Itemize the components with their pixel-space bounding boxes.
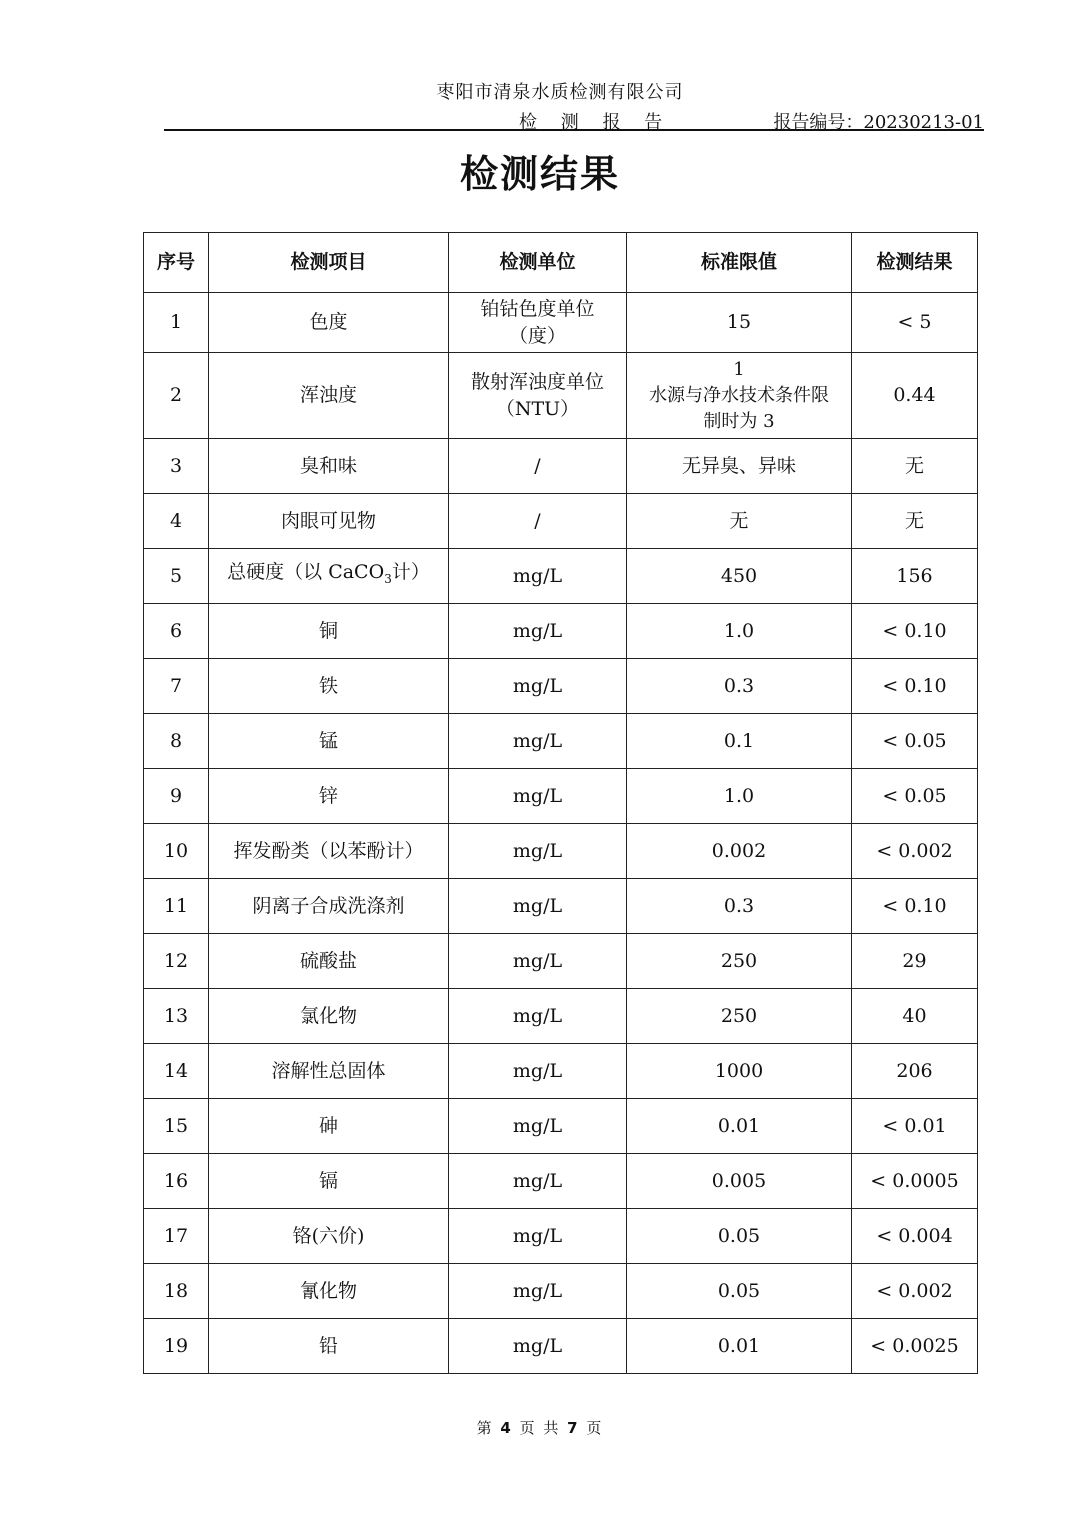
report-title: 检 测 报 告: [519, 112, 672, 133]
cell-unit: mg/L: [449, 1154, 627, 1209]
cell-limit: [627, 353, 852, 439]
cell-limit: 0.3: [627, 879, 852, 934]
cell-unit: mg/L: [449, 989, 627, 1044]
table-row: [144, 1044, 978, 1099]
cell-unit: /: [449, 494, 627, 549]
cell-limit: 0.05: [627, 1209, 852, 1264]
cell-result: < 0.0005: [852, 1154, 978, 1209]
cell-no: 11: [144, 879, 209, 934]
cell-item: 浑浊度: [209, 353, 449, 439]
table-row: [144, 549, 978, 604]
cell-item: [209, 549, 449, 604]
cell-no: 6: [144, 604, 209, 659]
cell-item: 镉: [209, 1154, 449, 1209]
cell-no: 3: [144, 439, 209, 494]
table-row: [144, 353, 978, 439]
cell-unit: mg/L: [449, 1044, 627, 1099]
results-table: [143, 232, 978, 1374]
cell-no: 10: [144, 824, 209, 879]
cell-item: 砷: [209, 1099, 449, 1154]
cell-no: 2: [144, 353, 209, 439]
cell-result: 无: [852, 494, 978, 549]
cell-limit: 0.3: [627, 659, 852, 714]
cell-limit: 0.01: [627, 1099, 852, 1154]
table-row: [144, 879, 978, 934]
cell-limit: 0.002: [627, 824, 852, 879]
cell-item: 肉眼可见物: [209, 494, 449, 549]
cell-item: 铬(六价): [209, 1209, 449, 1264]
cell-limit: 450: [627, 549, 852, 604]
company-name: 枣阳市清泉水质检测有限公司: [436, 82, 684, 103]
cell-limit: 无异臭、异味: [627, 439, 852, 494]
cell-unit: mg/L: [449, 769, 627, 824]
cell-item: 铅: [209, 1319, 449, 1374]
cell-item: 色度: [209, 293, 449, 353]
cell-result: < 0.05: [852, 714, 978, 769]
cell-no: 16: [144, 1154, 209, 1209]
cell-result: < 0.0025: [852, 1319, 978, 1374]
cell-item-subscript: 3: [384, 571, 392, 586]
cell-limit: 250: [627, 934, 852, 989]
cell-item-suffix: 计）: [391, 561, 430, 584]
cell-no: 12: [144, 934, 209, 989]
cell-result: < 0.002: [852, 824, 978, 879]
cell-item: 溶解性总固体: [209, 1044, 449, 1099]
cell-unit: mg/L: [449, 714, 627, 769]
cell-no: 19: [144, 1319, 209, 1374]
cell-no: 13: [144, 989, 209, 1044]
cell-result: < 0.10: [852, 659, 978, 714]
cell-result: < 0.004: [852, 1209, 978, 1264]
cell-result: 206: [852, 1044, 978, 1099]
cell-no: 4: [144, 494, 209, 549]
cell-limit: 无: [627, 494, 852, 549]
header-rule: [164, 129, 984, 131]
cell-no: 7: [144, 659, 209, 714]
cell-unit-line: （度）: [508, 324, 566, 347]
table-row: [144, 989, 978, 1044]
cell-unit: [449, 293, 627, 353]
cell-limit: 1000: [627, 1044, 852, 1099]
cell-limit: 15: [627, 293, 852, 353]
cell-result: < 0.002: [852, 1264, 978, 1319]
cell-item: 铁: [209, 659, 449, 714]
col-header-result: 检测结果: [852, 233, 978, 293]
cell-result: 0.44: [852, 353, 978, 439]
cell-no: 5: [144, 549, 209, 604]
cell-limit: 1.0: [627, 604, 852, 659]
cell-unit: mg/L: [449, 1264, 627, 1319]
cell-result: 40: [852, 989, 978, 1044]
page-footer: [0, 1417, 1080, 1438]
cell-unit-line: 散射浑浊度单位: [470, 370, 604, 393]
page-title: 检测结果: [459, 152, 620, 196]
cell-unit: [449, 353, 627, 439]
cell-limit: 250: [627, 989, 852, 1044]
cell-item: 挥发酚类（以苯酚计）: [209, 824, 449, 879]
cell-limit: 0.05: [627, 1264, 852, 1319]
cell-unit: mg/L: [449, 934, 627, 989]
table-row: [144, 824, 978, 879]
table-row: [144, 494, 978, 549]
table-row: [144, 659, 978, 714]
table-row: [144, 934, 978, 989]
cell-item: 阴离子合成洗涤剂: [209, 879, 449, 934]
cell-no: 15: [144, 1099, 209, 1154]
report-number-label: 报告编号：: [773, 112, 864, 133]
cell-item: 臭和味: [209, 439, 449, 494]
col-header-no: 序号: [144, 233, 209, 293]
cell-unit: mg/L: [449, 659, 627, 714]
table-row: [144, 769, 978, 824]
footer-total-pages: 7: [567, 1419, 580, 1437]
cell-result: < 0.10: [852, 879, 978, 934]
table-row: [144, 439, 978, 494]
col-header-item: 检测项目: [209, 233, 449, 293]
cell-result: < 0.05: [852, 769, 978, 824]
footer-middle: 页 共: [519, 1419, 561, 1437]
table-row: [144, 1099, 978, 1154]
cell-unit: mg/L: [449, 1099, 627, 1154]
cell-unit: mg/L: [449, 604, 627, 659]
cell-unit-line: 铂钴色度单位: [480, 297, 595, 320]
col-header-unit: 检测单位: [449, 233, 627, 293]
cell-item: 氯化物: [209, 989, 449, 1044]
table-row: [144, 293, 978, 353]
table-row: [144, 714, 978, 769]
cell-no: 14: [144, 1044, 209, 1099]
report-subheader: [164, 108, 984, 133]
cell-result: < 0.10: [852, 604, 978, 659]
cell-unit: mg/L: [449, 824, 627, 879]
cell-limit-line: 水源与净水技术条件限: [649, 384, 829, 406]
cell-item: 铜: [209, 604, 449, 659]
footer-suffix: 页: [586, 1419, 604, 1437]
table-row: [144, 604, 978, 659]
cell-no: 18: [144, 1264, 209, 1319]
col-header-limit: 标准限值: [627, 233, 852, 293]
table-row: [144, 1264, 978, 1319]
cell-result: 29: [852, 934, 978, 989]
cell-result: 156: [852, 549, 978, 604]
cell-unit: mg/L: [449, 549, 627, 604]
footer-page-number: 4: [500, 1419, 513, 1437]
cell-limit: 0.1: [627, 714, 852, 769]
cell-item-prefix: 总硬度（以 CaCO: [227, 561, 385, 584]
table-row: [144, 1209, 978, 1264]
cell-no: 1: [144, 293, 209, 353]
cell-item: 锌: [209, 769, 449, 824]
cell-unit: mg/L: [449, 879, 627, 934]
cell-limit: 0.005: [627, 1154, 852, 1209]
cell-item: 氰化物: [209, 1264, 449, 1319]
report-number-value: 20230213-01: [863, 112, 984, 133]
table-row: [144, 1319, 978, 1374]
footer-prefix: 第: [476, 1419, 494, 1437]
cell-no: 8: [144, 714, 209, 769]
cell-result: 无: [852, 439, 978, 494]
cell-limit: 0.01: [627, 1319, 852, 1374]
cell-unit: mg/L: [449, 1319, 627, 1374]
cell-item: 锰: [209, 714, 449, 769]
cell-unit: /: [449, 439, 627, 494]
cell-unit: mg/L: [449, 1209, 627, 1264]
cell-result: < 0.01: [852, 1099, 978, 1154]
cell-unit-line: （NTU）: [495, 397, 580, 420]
cell-no: 9: [144, 769, 209, 824]
cell-limit-line: 1: [733, 358, 745, 380]
cell-no: 17: [144, 1209, 209, 1264]
cell-result: < 5: [852, 293, 978, 353]
table-row: [144, 1154, 978, 1209]
cell-item: 硫酸盐: [209, 934, 449, 989]
table-header-row: [144, 233, 978, 293]
cell-limit-line: 制时为 3: [703, 410, 775, 432]
cell-limit: 1.0: [627, 769, 852, 824]
